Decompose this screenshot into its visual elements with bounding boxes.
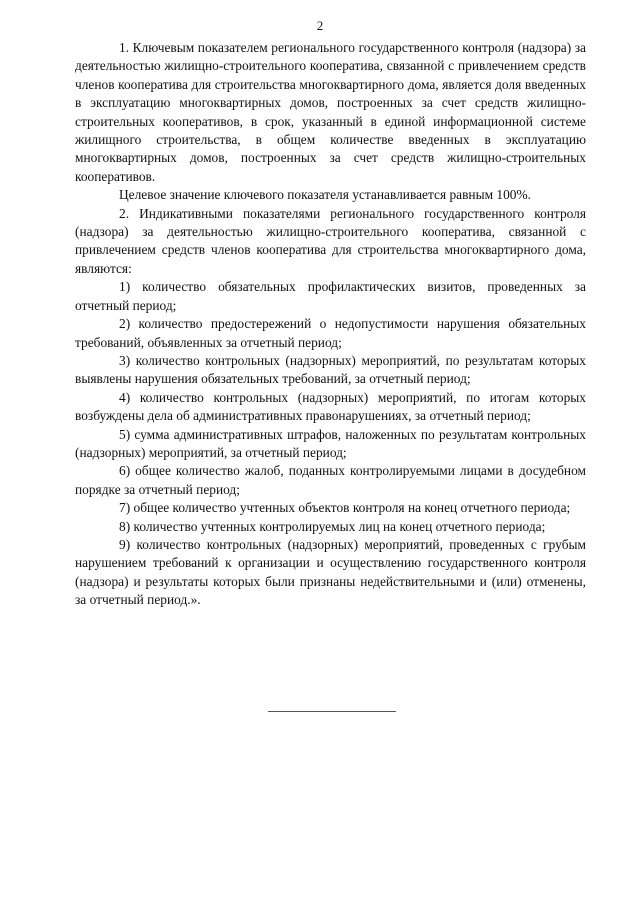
list-item-9: 9) количество контрольных (надзорных) мероприятий, проведенных с грубым нарушением требований к организации и осуществлению государственного контроля (надзора) и результаты которых были признаны недействительными и (или) отменены, за отчетный период.». xyxy=(75,536,586,608)
paragraph-indicative-indicators: 2. Индикативными показателями регионального государственного контроля (надзора) за деятельностью жилищно-строительного кооператива, связанной с привлечением средств членов кооператива для строительства многоквартирного дома, являются: xyxy=(75,205,586,276)
list-item-3: 3) количество контрольных (надзорных) мероприятий, по результатам которых выявлены нарушения обязательных требований, за отчетный период; xyxy=(75,352,586,387)
list-item-4: 4) количество контрольных (надзорных) мероприятий, по итогам которых возбуждены дела об административных правонарушениях, за отчетный период; xyxy=(75,389,586,424)
end-divider xyxy=(268,711,396,712)
list-item-8: 8) количество учтенных контролируемых лиц на конец отчетного периода; xyxy=(119,518,546,534)
list-item-1: 1) количество обязательных профилактических визитов, проведенных за отчетный период; xyxy=(75,279,586,313)
document-body xyxy=(75,39,586,610)
list-item-2: 2) количество предостережений о недопустимости нарушения обязательных требований, объявленных за отчетный период; xyxy=(75,316,586,350)
list-item-6: 6) общее количество жалоб, поданных контролируемыми лицами в досудебном порядке за отчетный период; xyxy=(75,463,586,497)
paragraph-key-indicator: 1. Ключевым показателем регионального государственного контроля (надзора) за деятельностью жилищно-строительного кооператива, связанной с привлечением средств членов кооператива для строительства многоквартирного дома, является доля введенных в эксплуатацию многоквартирных домов, построенных за счет средств жилищно-строительных кооперативов, в срок, указанный в единой информационной системе жилищного строительства, в общем количестве введенных в эксплуатацию многоквартирных домов, построенных за счет средств жилищно-строительных кооперативов. xyxy=(75,40,586,184)
list-item-7: 7) общее количество учтенных объектов контроля на конец отчетного периода; xyxy=(119,500,571,516)
paragraph-target-value: Целевое значение ключевого показателя устанавливается равным 100%. xyxy=(119,187,531,203)
page-number: 2 xyxy=(316,18,324,33)
list-item-5: 5) сумма административных штрафов, наложенных по результатам контрольных (надзорных) мероприятий, за отчетный период; xyxy=(75,426,586,460)
